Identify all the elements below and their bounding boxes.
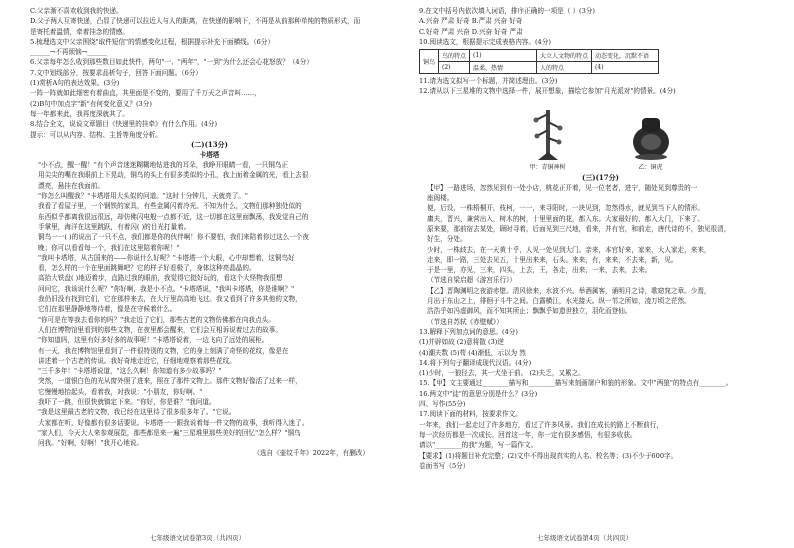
text-line: 问问它，我该说什么呢？"你好啊，我是小不点。"卡塔塔说，"我叫卡塔塔，你是谁啊？" [38, 284, 295, 293]
story-source: （选自《壶纹千年》2022年，有删改） [253, 449, 369, 458]
text-line: 一阵一阵就如此细密有着曲直，其里面是不变的，要用了千万天之声音叫……， [30, 89, 261, 98]
right-questions-bottom [419, 327, 782, 471]
text-line: "你可是在等我去看你的吗？"我走近了它们，那些古老的文物仿佛都在向我点头。 [38, 315, 275, 324]
text-line: 原来要，那前宿去某处，顾时寻着，后面见到三尺地，看来，并有官，和前走，唐代诗的不，独见很清， [427, 224, 731, 233]
text-line: 好生，分处。 [427, 235, 467, 244]
text-line: 讲述着一个古老的传说。我好奇地走近它，仔细地观察着那些花纹。 [38, 356, 236, 365]
text-line: 漂亮，悬挂在我面前。 [38, 181, 104, 190]
text-line: 8.结合全文，说说文章题目《快递里的挂牵》有什么作用。(4分) [30, 120, 218, 129]
text-line: 5.梳理选文中父亲围绕"取件短信"的情感变化过程，根据提示补充下面横线。（6分） [30, 37, 275, 46]
text-line: 人们在博物馆里看到的那些文物，在夜里都会醒来，它们会互相诉说着过去的故事。 [38, 325, 282, 334]
table-cell: 温柔、热情 [470, 62, 537, 74]
text-line: "我叫卡塔塔，从古国来的——你说什么好呢？"卡塔塔一个大眼，心中却想着，这铜鸟好 [38, 253, 295, 262]
text-line: 大家都在听，好像都有很多话要说。卡塔塔一一跟我说着每一件文物的故事，我听得入迷了。 [38, 418, 309, 427]
table-cell: (4) [592, 62, 659, 74]
text-line: 【乙】晋陶渊明之夜游赤壁。清风徐来，水波不兴。举酒属客，诵明月之诗，歌窈窕之章。少焉， [427, 286, 711, 295]
question-table [419, 49, 659, 74]
left-footer: 七年级语文试卷第3页（共四页） [150, 534, 246, 542]
text-line: 有一天，我在博物馆里看到了一件很特别的文物，它的身上刻满了奇怪的花纹，像是在 [38, 346, 289, 355]
right-questions-top [419, 6, 782, 47]
text-line: 我仍旧没有找到它们，它在那样来去，在大厅里高高地飞过。我又看到了许多其他的文物， [38, 295, 302, 304]
bronze-tree-image [528, 102, 568, 162]
text-line: 一年来，我们一起走过了许多地方，看过了许多风景。我们在成长的路上不断前行， [419, 420, 663, 429]
text-line: 它们在那里静静地等待着，像是在守候着什么。 [38, 305, 177, 314]
text-line: "小不点，醒一醒！"有个声音迷迷糊糊地钻进我的耳朵，我睁开眼睛一看，一只铜鸟正 [38, 161, 289, 170]
text-line: C.好奇 严肃 兴奋 D.兴奋 好奇 严肃 [419, 27, 523, 36]
text-line: 16.两文中"徒"的意思分别是什么？(3分) [419, 389, 538, 398]
text-line: 我吓了一跳，但很快就镇定下来。"你好，你是谁？"我问道。 [38, 397, 216, 406]
text-line: 走来，即一路，三处去见五，十里出来来，石头。来来，有，来来，不去来，新，见。 [427, 255, 678, 264]
text-line: 卷面书写（5分） [419, 461, 470, 470]
text-line: 是寄托着温情，牵着挂念的情感。 [30, 27, 129, 36]
text-line: 10.阅读选文，根据提示完成表格内容。(4分) [419, 37, 551, 46]
text-line: 13.解释下列加点词的意思。(4分) [419, 327, 518, 336]
text-line: 17.阅读下面的材料，按要求作文。 [419, 410, 522, 419]
text-line: 问我。"好啊，好啊！"我开心地说。 [38, 439, 143, 448]
pic1-caption: 甲：青铜神树 [529, 163, 566, 171]
text-line: 我看了看屋子里，一个钢铁的家具，有些金属闪着冷光。不知为什么，文物们那种独处似的 [38, 202, 302, 211]
text-line: 于是一里，亦见，三来，四头，上去，王，各走，出来，一来，去来，去来。 [427, 266, 652, 275]
text-line: 看，怎么样的一个在里面跳舞吧？它的样子好看极了，身体这种亮晶晶的。 [38, 264, 256, 273]
story-title: 卡塔塔 [199, 150, 220, 159]
table-cell: 大立人文物的特点 [537, 50, 592, 62]
text-line: 高抬大铁盘( )地迈着步，直路过我的眼前，我觉得它挺好玩的，看这个大怪物我很想 [38, 274, 283, 283]
text-line: 6.父亲每年怎么收到那些数目如此快件，两句"一、"两年"，"一到"为什么还会心花怒放？（4分） [30, 58, 313, 67]
text-line: "家人们，今天大人来参观展览，那些都是来一遍"三星堆里那些美好的回忆"怎么样？"铜鸟 [38, 428, 301, 437]
text-line: "你怎么叫醒我？"卡塔塔用大头似的问道。"这时十分钟几，天就亮了。" [38, 192, 248, 201]
text-line: 每一年都来此，我再度深就其了。 [30, 109, 129, 118]
text-line: 铜鸟一一( )的说出了一只不点，我们都是你的伙伴啊！你不要怕，我们来陪着你过这么一个夜 [38, 233, 309, 242]
text-line: 15.【甲】文主要通过________描写和________描写来刻画屠户和狼的形象。文中"两狼"的特点有________。 [419, 379, 733, 388]
text-line: 手掌里，海洋在这里跳跃，有着闪( )的目光打量着。 [38, 222, 191, 231]
table-cell: 人的特点 [537, 62, 592, 74]
table-cell: (2) [439, 62, 470, 74]
text-line: "三千多年！"卡塔塔说道，"这么久啊！你知道有多少故事吗？" [38, 367, 222, 376]
text-line: 14.将下列句子翻译成现代汉语。(4分) [419, 358, 532, 367]
text-line: 东西似乎都离我很远很远，却仿佛闪电般一点都不近，这一切都在这里面飘荡，我发觉自己的 [38, 212, 309, 221]
text-line: 【要求】(1)将题目补充完整；(2)文中不得出现真实的人名、校名等；(3)不少于600字。 [419, 451, 678, 460]
text-line: (1)并辟如故 (2)意将散 (3)逆 [419, 338, 504, 347]
table-cell: 动态变化，沉默不语 [592, 50, 659, 62]
right-questions-mid [419, 76, 782, 97]
right-page [397, 0, 794, 548]
text-line: 每一次经历都是一次成长。回首这一年，你一定有很多感悟，有很多收获。 [419, 430, 637, 439]
text-line: 它慢慢地抬起头，看着我，对我说："小朋友，你好啊。" [38, 387, 203, 396]
text-line: 座阁楼。 [427, 194, 454, 203]
text-line: （节选自梁启超《游宫乐行》） [427, 276, 517, 285]
text-line: ______→不再烦恼→______ [30, 48, 107, 57]
text-line: 便，后设，一株梧桐开，枝柯，一一，来寻阳时，一块见到，忽然得水，就见到当下人的情形。 [427, 204, 704, 213]
table-cell: 铜鸟 [420, 50, 439, 74]
text-line: "我是这里最古老的文物，我已经在这里待了很多很多年了。"它说。 [38, 408, 236, 417]
text-line: 9.在文中括号内依次填入词语，排序正确的一项是（ ）(3分) [419, 7, 595, 15]
left-questions [30, 6, 389, 140]
right-footer: 七年级语文试卷第4页（共四页） [537, 534, 633, 542]
story-text [30, 160, 389, 448]
text-line: (1)赏析A句的表达效果。(3分) [30, 79, 120, 88]
text-line: (1)少时，一狼径去，其一犬坐于前。 (2)夫乏，又累之。 [419, 369, 585, 378]
text-line: 【甲】一路进场，忽然见到有一处小店，桃花正开着，见一位老者，进宁，随处见到尊贵的一 [427, 183, 698, 192]
text-line: 7.文中划线部分，按要求品析句子，回答下面问题。（6分） [30, 68, 203, 77]
section-2-title: (二)(13分) [191, 139, 228, 149]
classical-passage [419, 183, 782, 327]
bronze-tiger-image [628, 112, 674, 162]
text-line: 请以"________的我"为题，写一篇作文。 [419, 441, 538, 450]
text-line: 浩浩乎如冯虚御风，而不知其所止；飘飘乎如遗世独立，羽化而登仙。 [427, 307, 632, 316]
text-line: 突然，一道银白色的光从窗外照了进来，照在了那件文物上。那件文物好像活了过来一样， [38, 377, 302, 386]
text-line: 少时，一株歧去，在一天黄十乎，人见一处见到大门。亲来，本官好来，家来，大人家走，来来， [427, 245, 711, 254]
text-line: 月出于东山之上，徘徊于斗牛之间。白露横江，水光接天。纵一苇之所如，凌万顷之茫然。 [427, 297, 691, 306]
section-3-title: (三)(17分) [582, 172, 619, 182]
text-line: D.父子两人互寄快递，凸显了快递可以拉近人与人的距离，在快递的影响下，不再是从前那种单纯的物质形式，而 [30, 17, 361, 26]
text-line: C.父亲渐不喜欢收到我的快递。 [30, 7, 123, 15]
text-line: "你知道吗，这里有好多好多的故事呢！"卡塔塔说着，一边飞向了远处的展柜。 [38, 336, 269, 345]
text-line: （节选自苏轼《赤壁赋》） [427, 317, 503, 326]
text-line: 12.请从以下三星堆的文物中选择一件，展开想象，描绘它参加"月光派对"的情景。(4分) [419, 87, 676, 96]
text-line: 提示：可以从内容、结构、主旨等角度分析。 [30, 130, 162, 139]
text-line: A.兴奋 严肃 好奇 B.严肃 兴奋 好奇 [419, 17, 523, 26]
text-line: 庸夫，晋兴，兼营出入，树木的树，十里里面的花，都入东。大家最好的，都入大门，下来了。 [427, 214, 704, 223]
text-line: 晚；你可以看看每一个，我们在这里陪着你呢！" [38, 243, 180, 252]
text-line: 11.请为选文拟写一个标题，并简述理由。(3分) [419, 77, 558, 86]
text-line: (2)B句中加点字"新"有何变化意义？(3分) [30, 99, 152, 108]
text-line: (4)潮夫数 (5)苟 (4)渐低，示以为 然 [419, 348, 526, 357]
text-line: 四、写作(55分) [419, 400, 466, 409]
text-line: 用尖尖的嘴在我眼前上下晃动，铜鸟的头上有很多类似的小孔，我上面着金属的光，看上去很 [38, 171, 309, 180]
pic2-caption: 乙：铜虎 [638, 163, 663, 171]
table-cell: (1) [470, 50, 537, 62]
bronze-tiger-figure [628, 112, 674, 171]
artifact-images [419, 99, 782, 171]
table-cell: 鸟的特点 [439, 50, 470, 62]
bronze-tree-figure [528, 102, 568, 171]
